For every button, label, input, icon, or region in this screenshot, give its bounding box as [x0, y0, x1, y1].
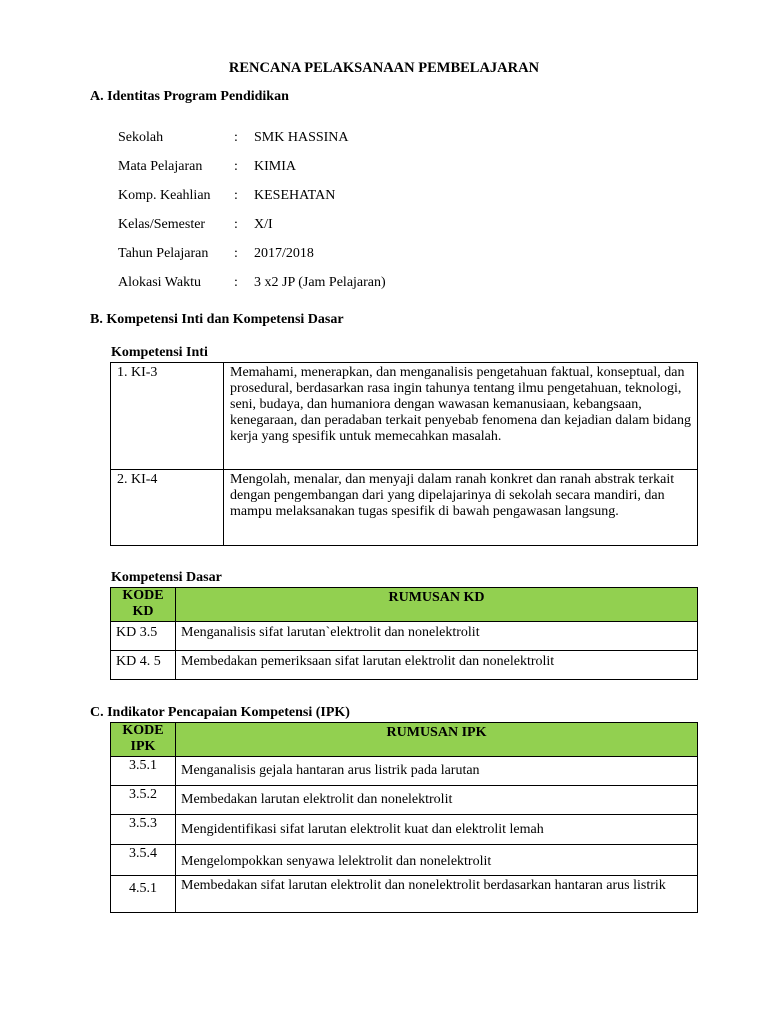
- kd-header-code: KODE KD: [111, 588, 176, 622]
- table-header-row: [111, 588, 698, 622]
- table-row: [111, 876, 698, 913]
- identity-separator: :: [234, 246, 238, 261]
- document-title: RENCANA PELAKSANAAN PEMBELAJARAN: [228, 60, 540, 76]
- kd-header-desc: RUMUSAN KD: [176, 588, 698, 622]
- table-row: [111, 363, 698, 470]
- ipk-header-desc: RUMUSAN IPK: [176, 723, 698, 757]
- table-row: [111, 757, 698, 786]
- section-b-heading: B. Kompetensi Inti dan Kompetensi Dasar: [90, 312, 344, 327]
- identity-value: KESEHATAN: [254, 188, 336, 203]
- ipk-code: 4.5.1: [111, 876, 176, 913]
- identity-value: 2017/2018: [254, 246, 314, 261]
- table-row: [111, 845, 698, 876]
- section-a-heading: A. Identitas Program Pendidikan: [90, 89, 289, 104]
- kd-code: KD 4. 5: [111, 651, 176, 680]
- identity-label: Mata Pelajaran: [118, 159, 203, 174]
- kd-text: Menganalisis sifat larutan`elektrolit dan nonelektrolit: [176, 622, 698, 651]
- ki-text: Memahami, menerapkan, dan menganalisis pengetahuan faktual, konseptual, dan prosedural, berdasarkan rasa ingin tahunya tentang ilmu pengetahuan, teknologi, seni, budaya, dan humaniora dengan wawasan kemanusiaan, kebangsaan, kenegaraan, dan peradaban terkait penyebab fenomena dan kejadian dalam bidang kerja yang spesifik untuk memecahkan masalah.: [224, 363, 698, 470]
- ipk-code: 3.5.2: [111, 786, 176, 815]
- ipk-header-code: KODE IPK: [111, 723, 176, 757]
- identity-separator: :: [234, 275, 238, 290]
- table-row: [111, 622, 698, 651]
- kd-table: [110, 587, 698, 680]
- ipk-code: 3.5.3: [111, 815, 176, 845]
- ipk-text: Menganalisis gejala hantaran arus listrik pada larutan: [176, 757, 698, 786]
- identity-label: Kelas/Semester: [118, 217, 206, 232]
- identity-value: SMK HASSINA: [254, 130, 349, 145]
- identity-label: Tahun Pelajaran: [118, 246, 209, 261]
- identity-label: Komp. Keahlian: [118, 188, 211, 203]
- identity-label: Sekolah: [118, 130, 164, 145]
- identity-value: KIMIA: [254, 159, 296, 174]
- ipk-text: Mengelompokkan senyawa lelektrolit dan nonelektrolit: [176, 845, 698, 876]
- ki-text: Mengolah, menalar, dan menyaji dalam ranah konkret dan ranah abstrak terkait dengan pengembangan dari yang dipelajarinya di sekolah secara mandiri, dan mampu melaksanakan tugas spesifik di bawah pengawasan langsung.: [224, 470, 698, 546]
- identity-value: X/I: [254, 217, 273, 232]
- identity-separator: :: [234, 217, 238, 232]
- kd-title: Kompetensi Dasar: [111, 570, 222, 585]
- kd-code: KD 3.5: [111, 622, 176, 651]
- ipk-code: 3.5.4: [111, 845, 176, 876]
- ki-title: Kompetensi Inti: [111, 345, 208, 360]
- ipk-table: [110, 722, 698, 913]
- ipk-text: Membedakan sifat larutan elektrolit dan nonelektrolit berdasarkan hantaran arus listrik: [176, 876, 698, 913]
- ipk-text: Mengidentifikasi sifat larutan elektrolit kuat dan elektrolit lemah: [176, 815, 698, 845]
- table-row: [111, 786, 698, 815]
- identity-separator: :: [234, 159, 238, 174]
- kd-text: Membedakan pemeriksaan sifat larutan elektrolit dan nonelektrolit: [176, 651, 698, 680]
- table-row: [111, 470, 698, 546]
- identity-separator: :: [234, 188, 238, 203]
- identity-label: Alokasi Waktu: [118, 275, 201, 290]
- identity-separator: :: [234, 130, 238, 145]
- section-c-heading: C. Indikator Pencapaian Kompetensi (IPK): [90, 705, 350, 720]
- table-row: [111, 815, 698, 845]
- ki-code: 1. KI-3: [111, 363, 224, 470]
- table-row: [111, 651, 698, 680]
- table-header-row: [111, 723, 698, 757]
- ki-code: 2. KI-4: [111, 470, 224, 546]
- ki-table: [110, 362, 698, 546]
- identity-value: 3 x2 JP (Jam Pelajaran): [254, 275, 386, 290]
- ipk-code: 3.5.1: [111, 757, 176, 786]
- ipk-text: Membedakan larutan elektrolit dan nonelektrolit: [176, 786, 698, 815]
